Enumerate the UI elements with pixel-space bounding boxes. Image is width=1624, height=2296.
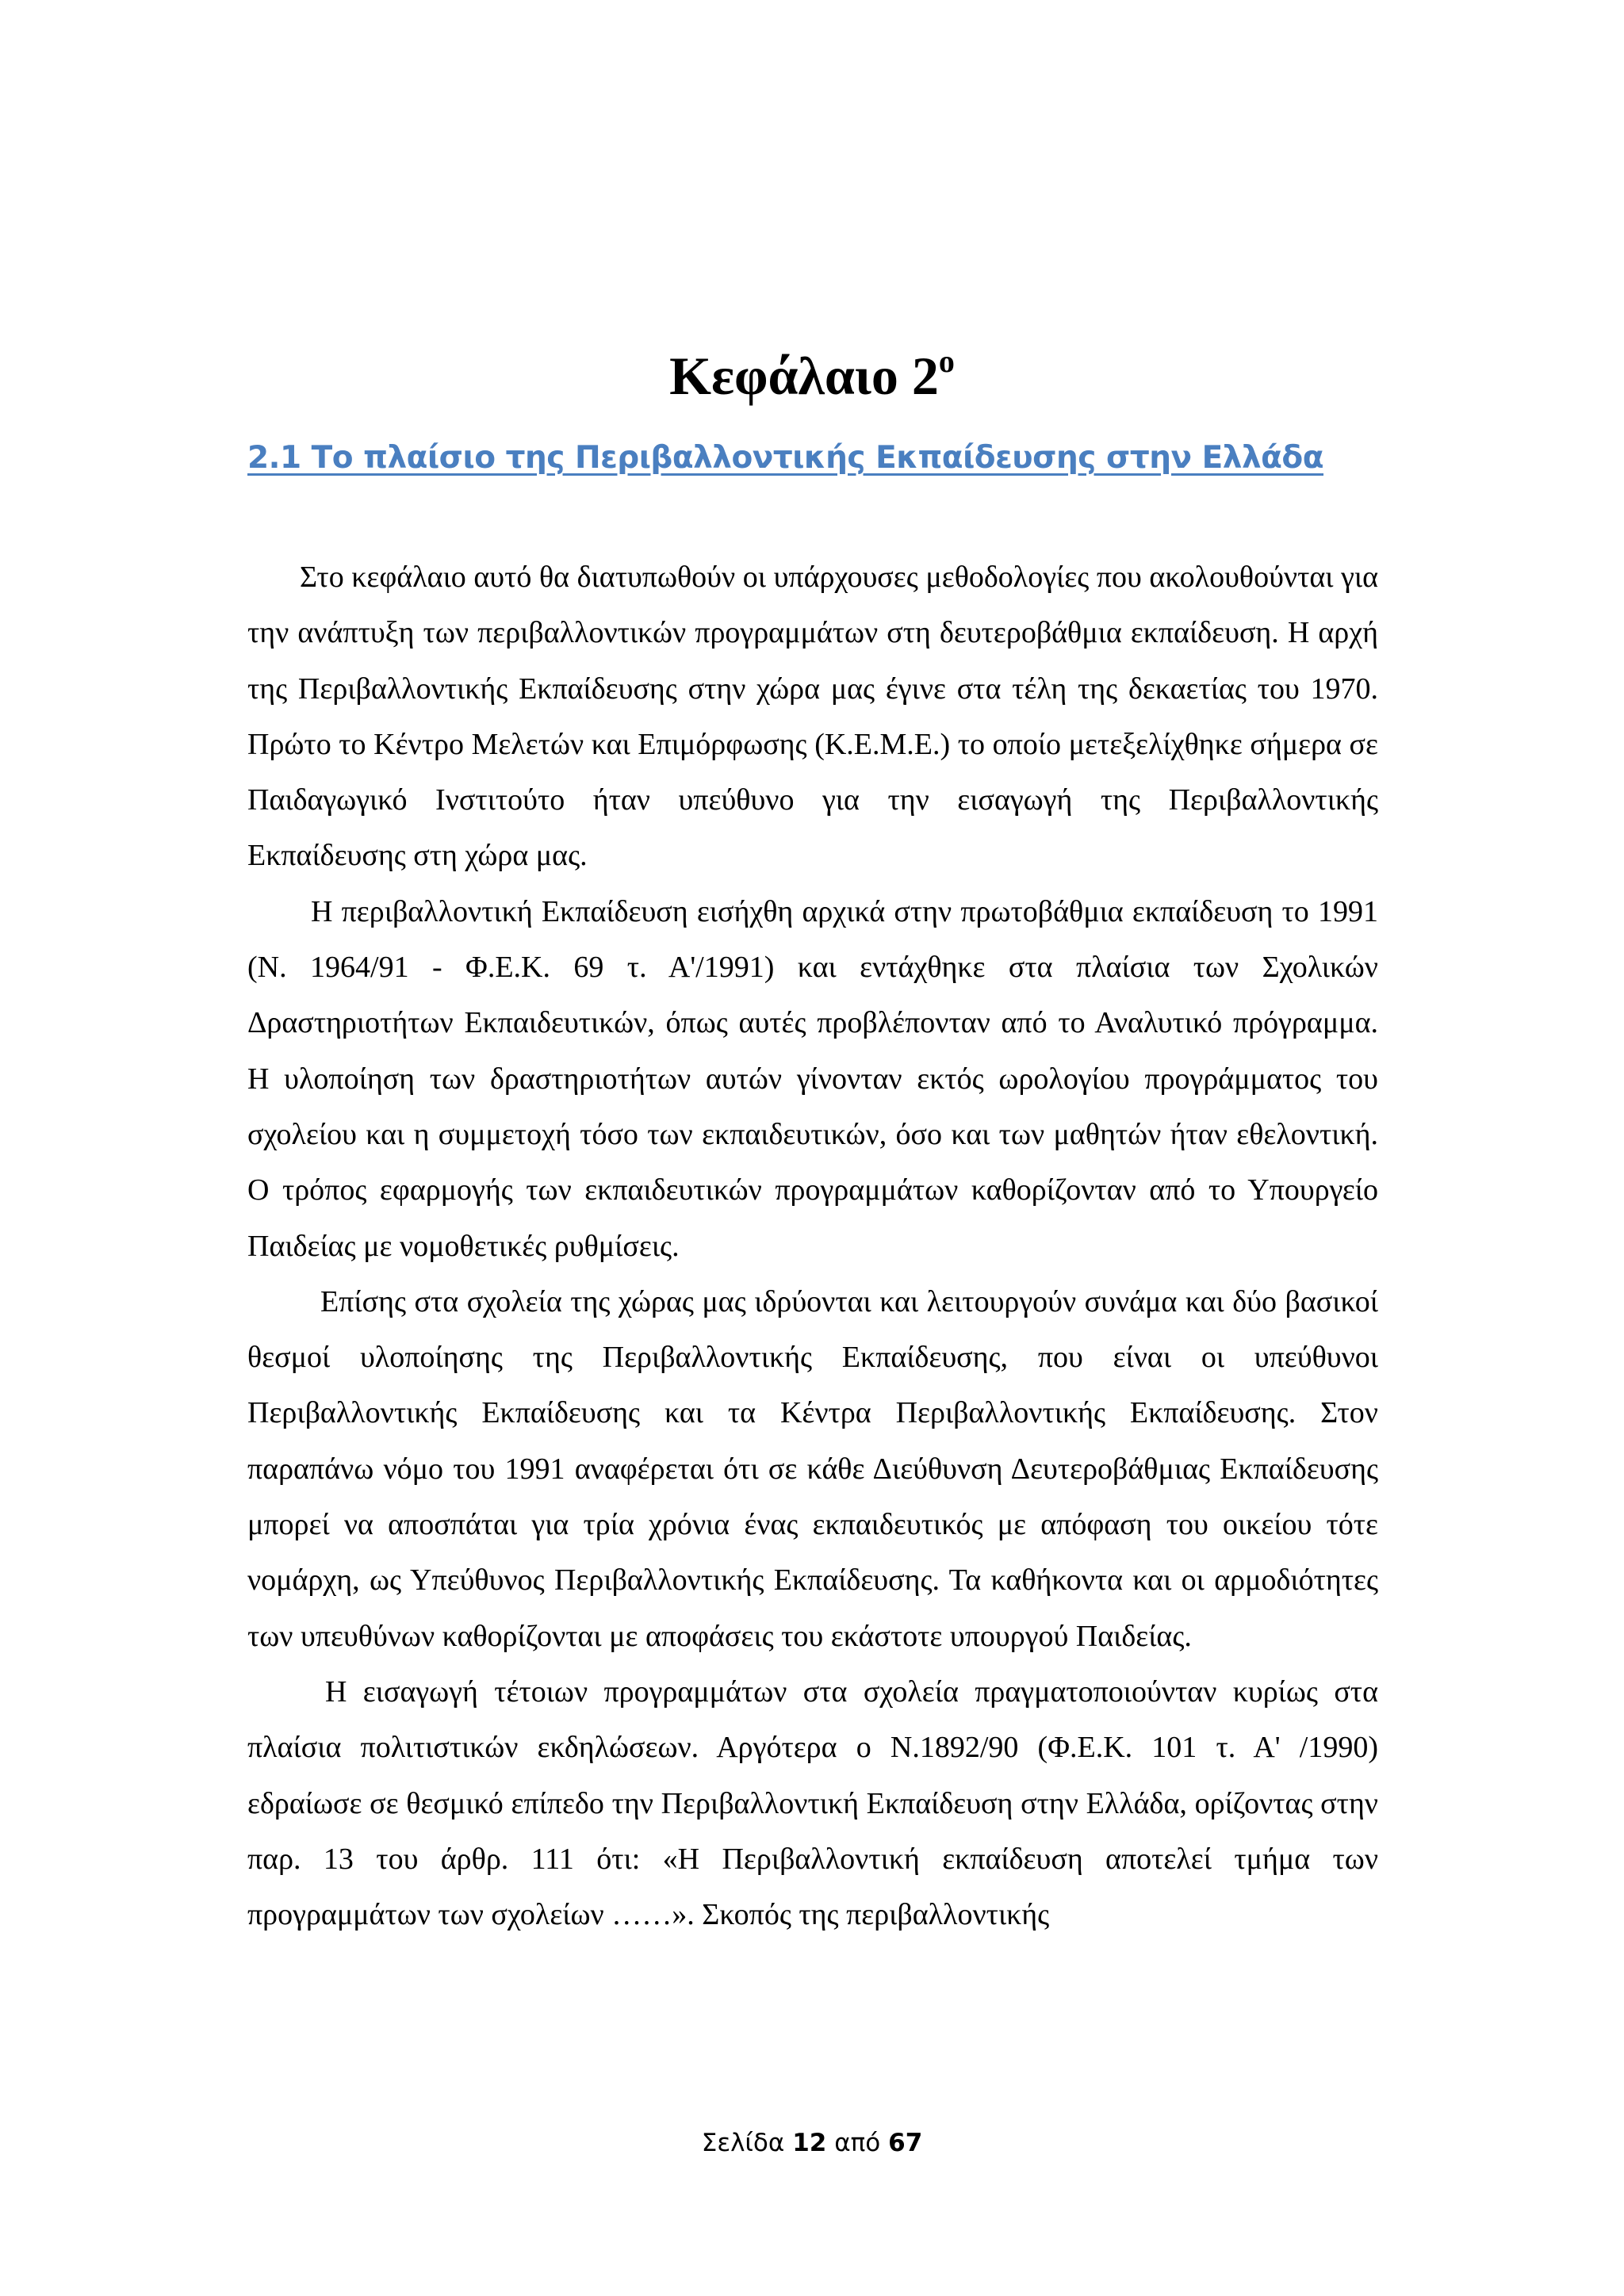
footer-current-page: 12	[792, 2129, 827, 2157]
paragraph-4: Η εισαγωγή τέτοιων προγραμμάτων στα σχολεία πραγματοποιούνταν κυρίως στα πλαίσια πολιτιστικών εκδηλώσεων. Αργότερα ο Ν.1892/90 (Φ.Ε.Κ. 101 τ. Α' /1990) εδραίωσε σε θεσμικό επίπεδο την Περιβαλλοντική Εκπαίδευση στην Ελλάδα, ορίζοντας στην παρ. 13 του άρθρ. 111 ότι: «Η Περιβαλλοντική εκπαίδευση αποτελεί τμήμα των προγραμμάτων των σχολείων ……». Σκοπός της περιβαλλοντικής	[247, 1674, 1378, 1932]
paragraph-1: Στο κεφάλαιο αυτό θα διατυπωθούν οι υπάρχουσες μεθοδολογίες που ακολουθούνται για την ανάπτυξη των περιβαλλοντικών προγραμμάτων στη δευτεροβάθμια εκπαίδευση. Η αρχή της Περιβαλλοντικής Εκπαίδευσης στην χώρα μας έγινε στα τέλη της δεκαετίας του 1970. Πρώτο το Κέντρο Μελετών και Επιμόρφωσης (Κ.Ε.Μ.Ε.) το οποίο μετεξελίχθηκε σήμερα σε Παιδαγωγικό Ινστιτούτο ήταν υπεύθυνο για την εισαγωγή της Περιβαλλοντικής Εκπαίδευσης στη χώρα μας.	[247, 561, 1378, 873]
page-footer	[0, 2126, 1624, 2160]
body-text	[247, 549, 1378, 1942]
paragraph-3: Επίσης στα σχολεία της χώρας μας ιδρύονται και λειτουργούν συνάμα και δύο βασικοί θεσμοί υλοποίησης της Περιβαλλοντικής Εκπαίδευσης, που είναι οι υπεύθυνοι Περιβαλλοντικής Εκπαίδευσης και τα Κέντρα Περιβαλλοντικής Εκπαίδευσης. Στον παραπάνω νόμο του 1991 αναφέρεται ότι σε κάθε Διεύθυνση Δευτεροβάθμιας Εκπαίδευσης μπορεί να αποσπάται για τρία χρόνια ένας εκπαιδευτικός με απόφαση του οικείου τότε νομάρχη, ως Υπεύθυνος Περιβαλλοντικής Εκπαίδευσης. Τα καθήκοντα και οι αρμοδιότητες των υπευθύνων καθορίζονται με αποφάσεις του εκάστοτε υπουργού Παιδείας.	[247, 1284, 1378, 1653]
footer-separator: από	[834, 2129, 881, 2157]
chapter-title-text: Κεφάλαιο 2	[669, 346, 939, 406]
footer-total-pages: 67	[888, 2129, 923, 2157]
chapter-title	[0, 342, 1624, 409]
paragraph-2: Η περιβαλλοντική Εκπαίδευση εισήχθη αρχικά στην πρωτοβάθμια εκπαίδευση το 1991 (Ν. 1964/91 - Φ.Ε.Κ. 69 τ. Α'/1991) και εντάχθηκε στα πλαίσια των Σχολικών Δραστηριοτήτων Εκπαιδευτικών, όπως αυτές προβλέπονταν από το Αναλυτικό πρόγραμμα. Η υλοποίηση των δραστηριοτήτων αυτών γίνονταν εκτός ωρολογίου προγράμματος του σχολείου και η συμμετοχή τόσο των εκπαιδευτικών, όσο και των μαθητών ήταν εθελοντική. Ο τρόπος εφαρμογής των εκπαιδευτικών προγραμμάτων καθορίζονταν από το Υπουργείο Παιδείας με νομοθετικές ρυθμίσεις.	[247, 894, 1378, 1263]
footer-page-label: Σελίδα	[701, 2129, 785, 2157]
section-heading: 2.1 Το πλαίσιο της Περιβαλλοντικής Εκπαίδευσης στην Ελλάδα	[247, 440, 1324, 476]
chapter-title-superscript: ο	[938, 343, 955, 379]
